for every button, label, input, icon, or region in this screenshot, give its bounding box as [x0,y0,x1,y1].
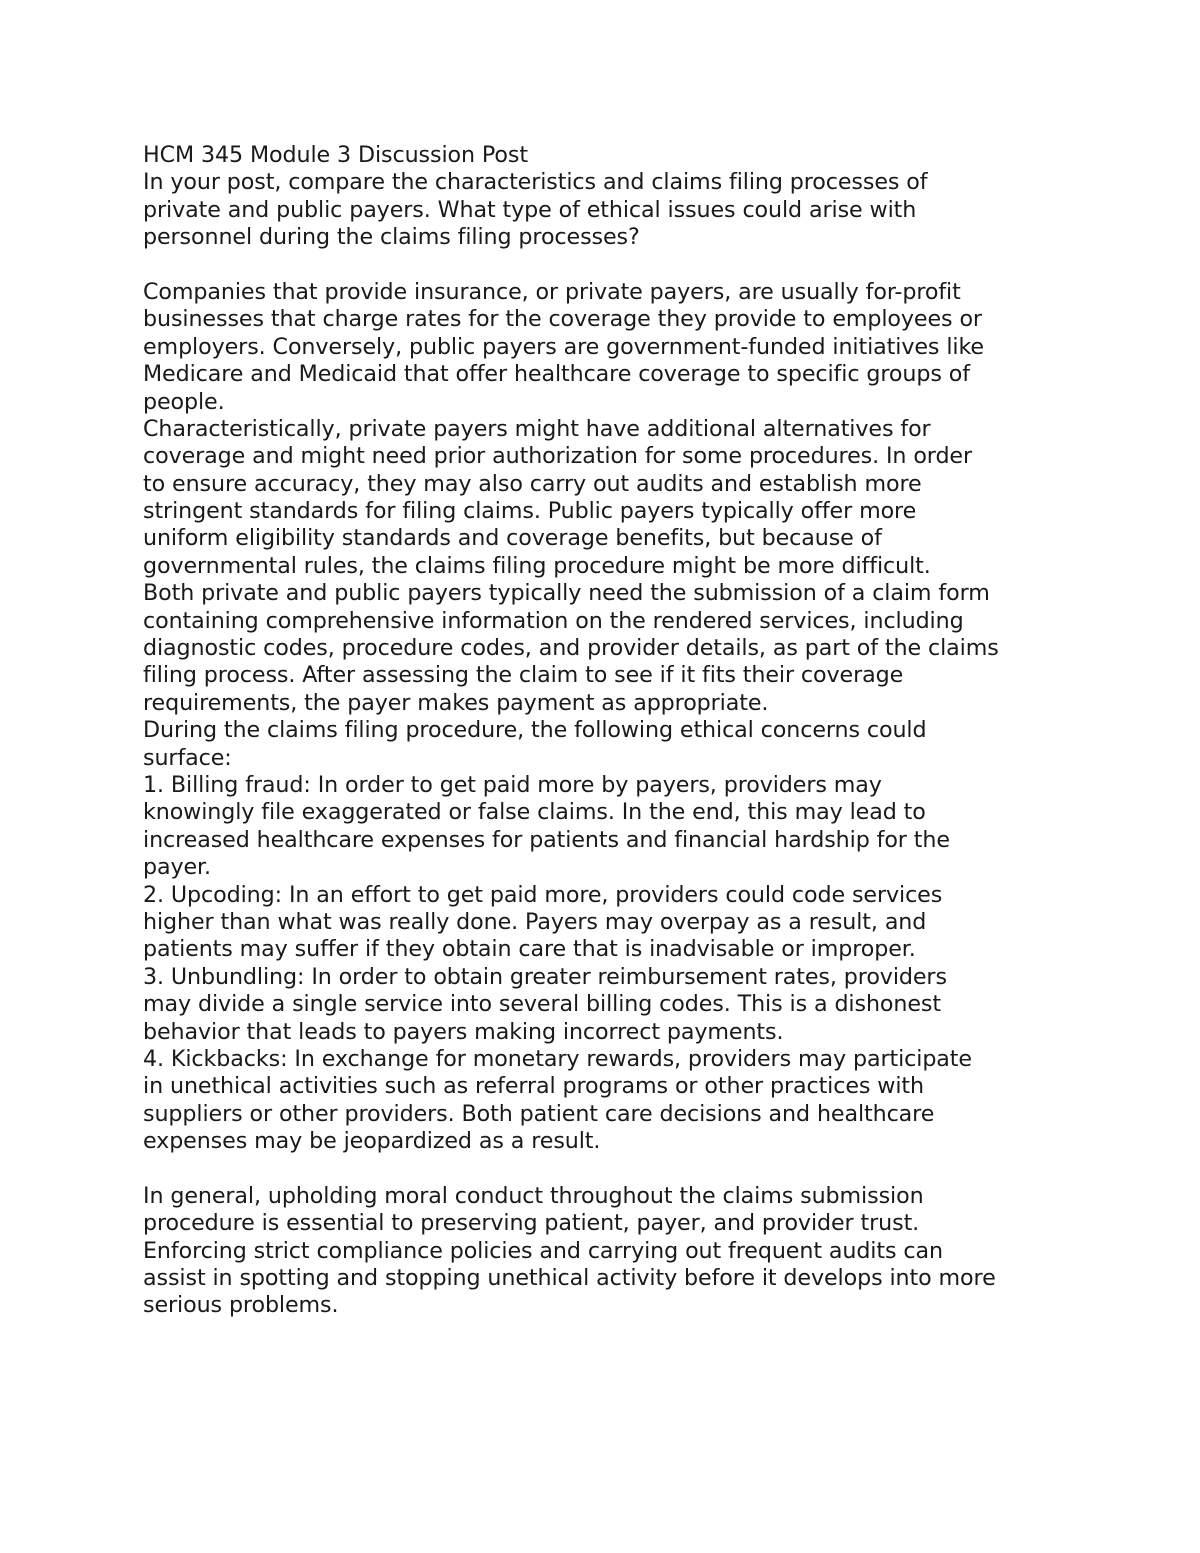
text-line: behavior that leads to payers making incorrect payments. [143,1018,784,1045]
text-line: During the claims filing procedure, the following ethical concerns could [143,717,927,744]
text-line: increased healthcare expenses for patients and financial hardship for the [143,826,950,853]
text-line: 4. Kickbacks: In exchange for monetary rewards, providers may participate [143,1045,972,1072]
document-title: HCM 345 Module 3 Discussion Post [143,142,528,168]
text-line: governmental rules, the claims filing procedure might be more difficult. [143,552,931,579]
text-line: private and public payers. What type of ethical issues could arise with [143,196,917,223]
text-line: payer. [143,854,211,881]
text-line: uniform eligibility standards and coverage benefits, but because of [143,525,882,552]
text-line: Both private and public payers typically need the submission of a claim form [143,580,990,607]
text-line: assist in spotting and stopping unethical activity before it develops into more [143,1265,996,1292]
text-line: employers. Conversely, public payers are government-funded initiatives like [143,333,984,360]
text-line: stringent standards for filing claims. Public payers typically offer more [143,498,917,525]
text-line: personnel during the claims filing processes? [143,224,640,251]
text-line: filing process. After assessing the claim to see if it fits their coverage [143,662,904,689]
text-line: 3. Unbundling: In order to obtain greater reimbursement rates, providers [143,963,947,990]
text-line: knowingly file exaggerated or false claims. In the end, this may lead to [143,799,926,826]
text-line: containing comprehensive information on the rendered services, including [143,607,964,634]
text-line: Companies that provide insurance, or private payers, are usually for-profit [143,278,961,305]
text-line: in unethical activities such as referral programs or other practices with [143,1073,924,1100]
text-line: Characteristically, private payers might have additional alternatives for [143,415,931,442]
text-line: In your post, compare the characteristics and claims filing processes of [143,169,928,196]
text-line: 1. Billing fraud: In order to get paid more by payers, providers may [143,771,882,798]
text-line: people. [143,388,225,415]
text-line: Enforcing strict compliance policies and carrying out frequent audits can [143,1237,943,1264]
text-line: surface: [143,744,232,771]
text-line: expenses may be jeopardized as a result. [143,1128,601,1155]
text-line: coverage and might need prior authorization for some procedures. In order [143,443,972,470]
text-line: to ensure accuracy, they may also carry out audits and establish more [143,470,922,497]
text-line: procedure is essential to preserving patient, payer, and provider trust. [143,1210,920,1237]
text-line: In general, upholding moral conduct throughout the claims submission [143,1182,924,1209]
text-line: requirements, the payer makes payment as appropriate. [143,689,769,716]
blank-line [143,252,1083,279]
text-line: businesses that charge rates for the coverage they provide to employees or [143,306,982,333]
text-line: suppliers or other providers. Both patient care decisions and healthcare [143,1100,935,1127]
text-line: diagnostic codes, procedure codes, and provider details, as part of the claims [143,635,999,662]
text-line: may divide a single service into several billing codes. This is a dishonest [143,991,941,1018]
text-line: higher than what was really done. Payers may overpay as a result, and [143,908,927,935]
text-line: 2. Upcoding: In an effort to get paid more, providers could code services [143,881,943,908]
blank-line [143,1155,1083,1182]
text-line: Medicare and Medicaid that offer healthcare coverage to specific groups of [143,361,970,388]
document-body [143,142,1083,1320]
text-line: serious problems. [143,1292,339,1319]
text-line: patients may suffer if they obtain care that is inadvisable or improper. [143,936,916,963]
